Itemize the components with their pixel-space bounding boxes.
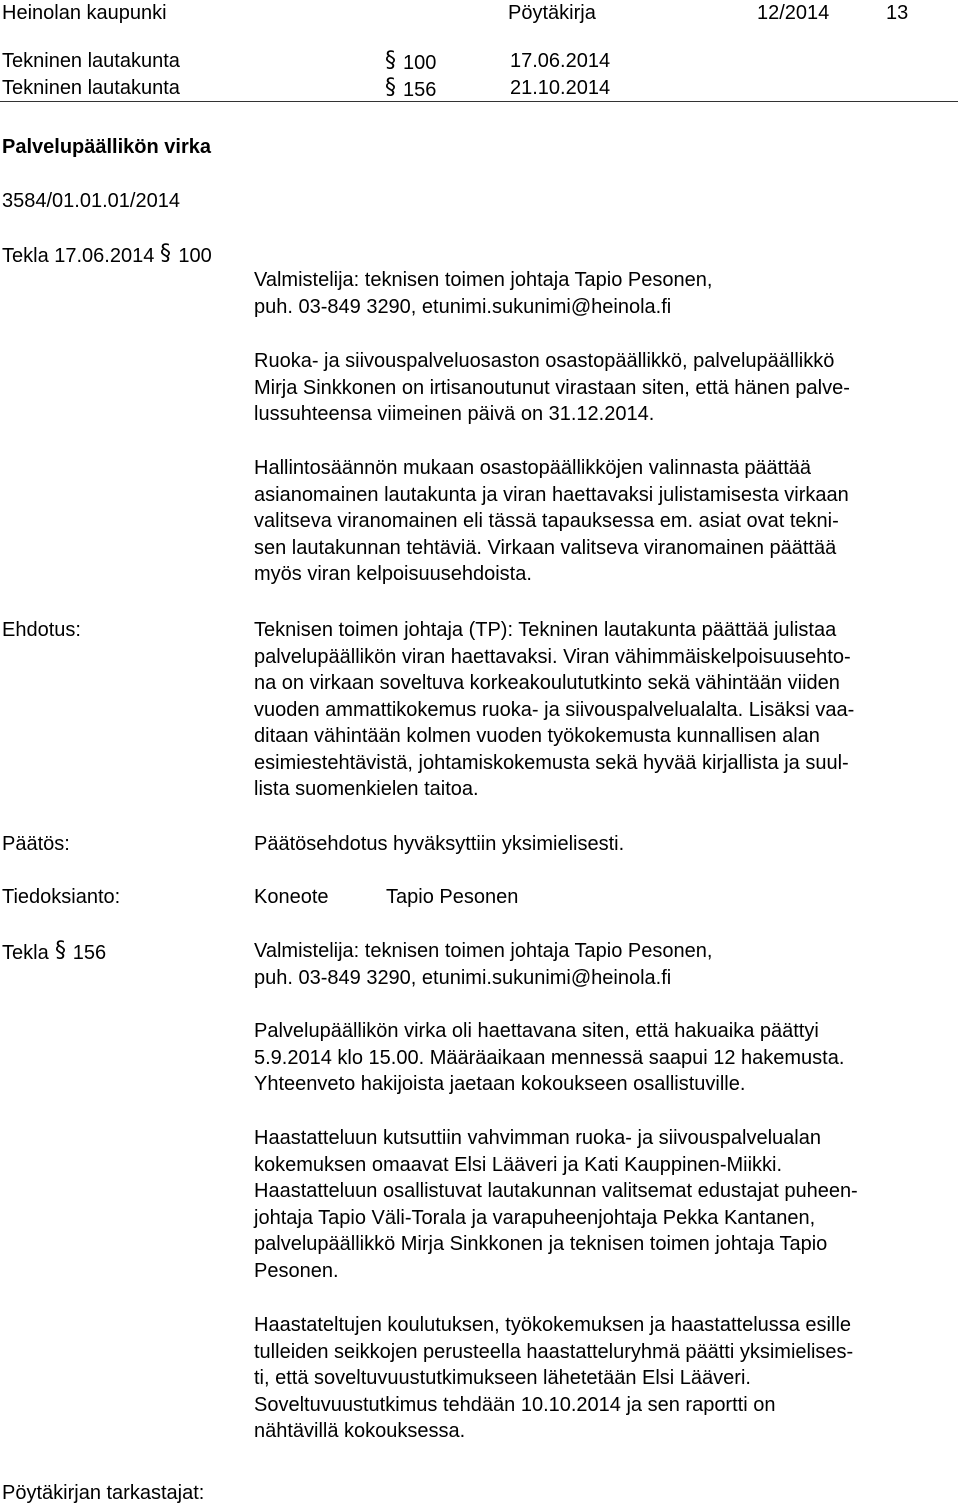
svg-text:§: §: [54, 938, 66, 962]
rules-paragraph: [254, 455, 954, 588]
text-line: nähtävillä kokouksessa.: [254, 1420, 466, 1442]
meeting-reference-prefix: Tekla: [2, 942, 49, 964]
text-line: Yhteenveto hakijoista jaetaan kokoukseen osallistuville.: [254, 1073, 746, 1095]
text-line: na on virkaan soveltuva korkeakoulututkinto sekä vähintään viiden: [254, 672, 840, 694]
text-line: Palvelupäällikön virka oli haettavana siten, että hakuaika päättyi: [254, 1020, 819, 1042]
text-line: lussuhteensa viimeinen päivä on 31.12.2014.: [254, 403, 655, 425]
city-name: Heinolan kaupunki: [2, 2, 167, 24]
application-paragraph: [254, 1018, 954, 1098]
text-line: vuoden ammattikokemus ruoka- ja siivouspalvelualalta. Lisäksi vaa-: [254, 698, 855, 721]
text-line: johtaja Tapio Väli-Torala ja varapuheenjohtaja Pekka Kantanen,: [254, 1206, 816, 1229]
text-line: palvelupäällikkö Mirja Sinkkonen ja teknisen toimen johtaja Tapio: [254, 1233, 828, 1255]
text-line: Soveltuvuustutkimus tehdään 10.10.2014 ja sen raportti on: [254, 1393, 776, 1416]
text-line: palvelupäällikön viran haettavaksi. Viran vähimmäiskelpoisuusehto-: [254, 645, 851, 668]
section-number: 156: [403, 79, 437, 101]
meeting-body: Tekninen lautakunta: [2, 50, 180, 72]
meeting-reference: [2, 938, 106, 966]
proposal-text: [254, 617, 954, 803]
meeting-section: [385, 48, 436, 76]
meeting-reference: [2, 241, 212, 269]
text-line: ti, että soveltuvuustutkimukseen lähetetään Elsi Lääveri.: [254, 1367, 751, 1389]
text-line: tulleiden seikkojen perusteella haastatteluryhmä päätti yksimielises-: [254, 1340, 854, 1363]
interview-paragraph: [254, 1125, 954, 1284]
document-title: Palvelupäällikön virka: [2, 136, 211, 158]
text-line: puh. 03-849 3290, etunimi.sukunimi@heinola.fi: [254, 966, 672, 989]
decision-label: Päätös:: [2, 833, 70, 855]
text-line: Haastatteluun kutsuttiin vahvimman ruoka- ja siivouspalvelualan: [254, 1127, 821, 1149]
background-paragraph: [254, 348, 954, 428]
section-sign-icon: [55, 938, 67, 962]
selection-paragraph: [254, 1312, 954, 1445]
text-line: asianomainen lautakunta ja viran haettavaksi julistamisesta virkaan: [254, 483, 849, 506]
preparer-block: [254, 267, 954, 320]
document-number: 12/2014: [757, 2, 830, 24]
text-line: Teknisen toimen johtaja (TP): Tekninen lautakunta päättää julistaa: [254, 619, 837, 641]
text-line: Hallintosäännön mukaan osastopäällikköjen valinnasta päättää: [254, 457, 812, 479]
svg-text:§: §: [160, 241, 172, 265]
notice-recipient: Tapio Pesonen: [386, 886, 519, 908]
meeting-body: Tekninen lautakunta: [2, 77, 180, 99]
meeting-date: 21.10.2014: [510, 77, 611, 99]
proposal-label: Ehdotus:: [2, 619, 81, 641]
notice-label: Tiedoksianto:: [2, 886, 121, 908]
text-line: sen lautakunnan tehtäviä. Virkaan valitseva viranomainen päättää: [254, 536, 837, 559]
text-line: Mirja Sinkkonen on irtisanoutunut virastaan siten, että hänen palve-: [254, 376, 850, 399]
section-sign-icon: [385, 48, 397, 72]
text-line: puh. 03-849 3290, etunimi.sukunimi@heinola.fi: [254, 295, 672, 318]
text-line: esimiestehtävistä, johtamiskokemusta sekä hyvää kirjallista ja suul-: [254, 751, 849, 774]
meeting-section: [385, 75, 436, 103]
section-number: 100: [178, 245, 212, 267]
page-number: 13: [886, 2, 909, 24]
text-line: kokemuksen omaavat Elsi Lääveri ja Kati Kauppinen-Miikki.: [254, 1153, 783, 1176]
meeting-reference-prefix: Tekla 17.06.2014: [2, 245, 155, 267]
text-line: lista suomenkielen taitoa.: [254, 778, 479, 800]
text-line: Ruoka- ja siivouspalveluosaston osastopäällikkö, palvelupäällikkö: [254, 350, 835, 372]
record-number: 3584/01.01.01/2014: [2, 190, 180, 212]
meeting-date: 17.06.2014: [510, 50, 611, 72]
text-line: valitseva viranomainen eli tässä tapauksessa em. asiat ovat tekni-: [254, 510, 839, 532]
text-line: Haastateltujen koulutuksen, työkokemuksen ja haastattelussa esille: [254, 1314, 852, 1336]
footer-inspectors-label: Pöytäkirjan tarkastajat:: [2, 1482, 205, 1504]
text-line: Valmistelija: teknisen toimen johtaja Tapio Pesonen,: [254, 269, 713, 291]
text-line: ditaan vähintään kolmen vuoden työkokemusta kunnallisen alan: [254, 725, 820, 747]
section-number: 156: [72, 942, 107, 964]
notice-recipient: Koneote: [254, 886, 329, 908]
header-divider: [0, 101, 958, 102]
text-line: Pesonen.: [254, 1259, 339, 1282]
decision-text: Päätösehdotus hyväksyttiin yksimielisesti.: [254, 833, 625, 855]
svg-text:§: §: [385, 75, 396, 99]
text-line: myös viran kelpoisuusehdoista.: [254, 563, 532, 585]
text-line: 5.9.2014 klo 15.00. Määräaikaan mennessä saapui 12 hakemusta.: [254, 1046, 845, 1069]
section-sign-icon: [160, 241, 172, 265]
preparer-block: [254, 938, 954, 991]
text-line: Valmistelija: teknisen toimen johtaja Tapio Pesonen,: [254, 940, 713, 962]
text-line: Haastatteluun osallistuvat lautakunnan valitsemat edustajat puheen-: [254, 1180, 858, 1202]
document-type: Pöytäkirja: [508, 2, 596, 24]
section-sign-icon: [385, 75, 397, 99]
section-number: 100: [403, 52, 437, 74]
svg-text:§: §: [385, 48, 396, 72]
